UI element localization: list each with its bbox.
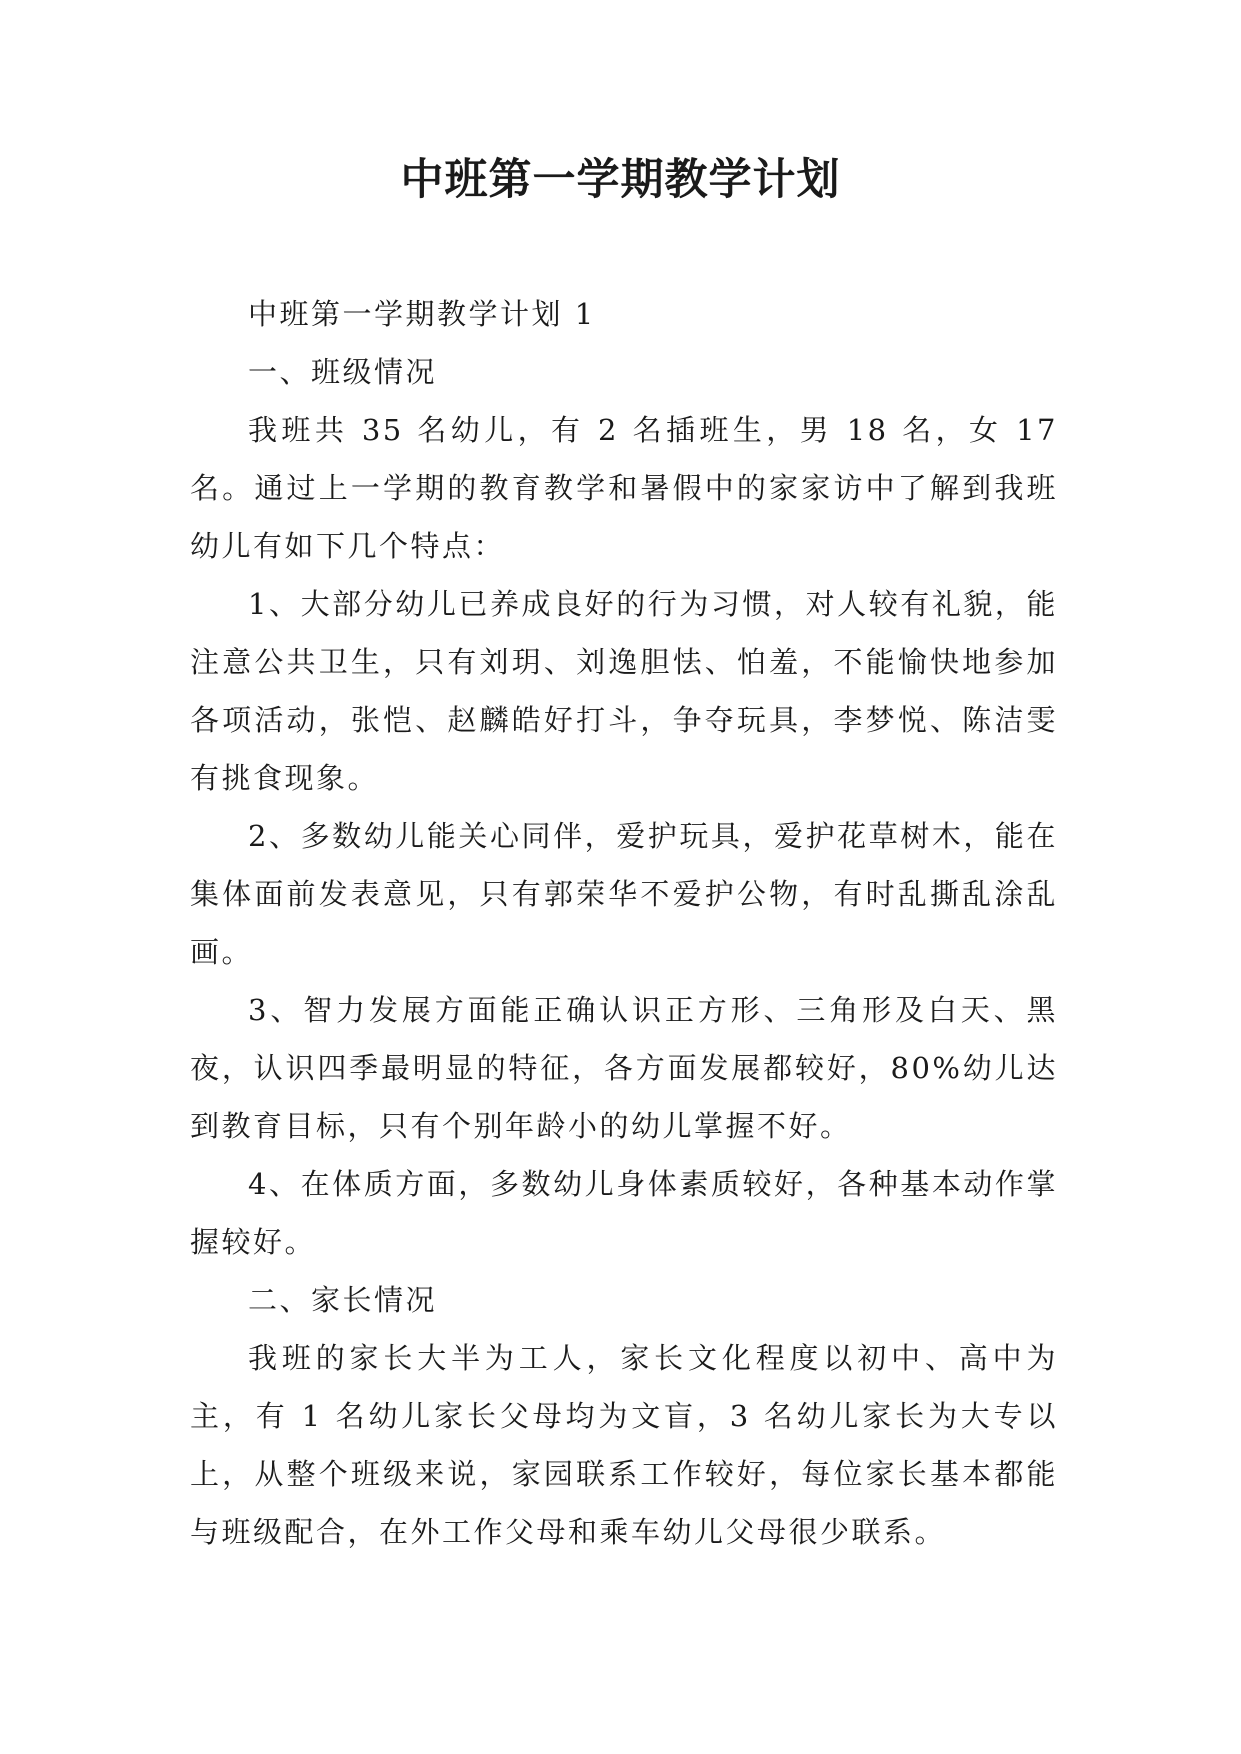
feature-paragraph-4: 4、在体质方面，多数幼儿身体素质较好，各种基本动作掌握较好。	[190, 1167, 1058, 1259]
document-title: 中班第一学期教学计划	[400, 155, 841, 205]
section-heading-parent-situation: 二、家长情况	[248, 1283, 438, 1317]
feature-paragraph-2: 2、多数幼儿能关心同伴，爱护玩具，爱护花草树木，能在集体面前发表意见，只有郭荣华不爱护公物，有时乱撕乱涂乱画。	[190, 819, 1058, 969]
feature-paragraph-1: 1、大部分幼儿已养成良好的行为习惯，对人较有礼貌，能注意公共卫生，只有刘玥、刘逸胆怯、怕羞，不能愉快地参加各项活动，张恺、赵麟皓好打斗，争夺玩具，李梦悦、陈洁雯有挑食现象。	[190, 587, 1058, 795]
document-body	[190, 285, 1058, 1561]
subtitle-paragraph: 中班第一学期教学计划 1	[248, 297, 596, 331]
feature-paragraph-3: 3、智力发展方面能正确认识正方形、三角形及白天、黑夜，认识四季最明显的特征，各方面发展都较好，80%幼儿达到教育目标，只有个别年龄小的幼儿掌握不好。	[190, 993, 1058, 1143]
parent-situation-paragraph: 我班的家长大半为工人，家长文化程度以初中、高中为主，有 1 名幼儿家长父母均为文盲，3 名幼儿家长为大专以上，从整个班级来说，家园联系工作较好，每位家长基本都能与班级配合，在外工作父母和乘车幼儿父母很少联系。	[190, 1341, 1058, 1549]
class-overview-paragraph: 我班共 35 名幼儿，有 2 名插班生，男 18 名，女 17 名。通过上一学期的教育教学和暑假中的家家访中了解到我班幼儿有如下几个特点：	[190, 413, 1058, 563]
section-heading-class-situation: 一、班级情况	[248, 355, 438, 389]
